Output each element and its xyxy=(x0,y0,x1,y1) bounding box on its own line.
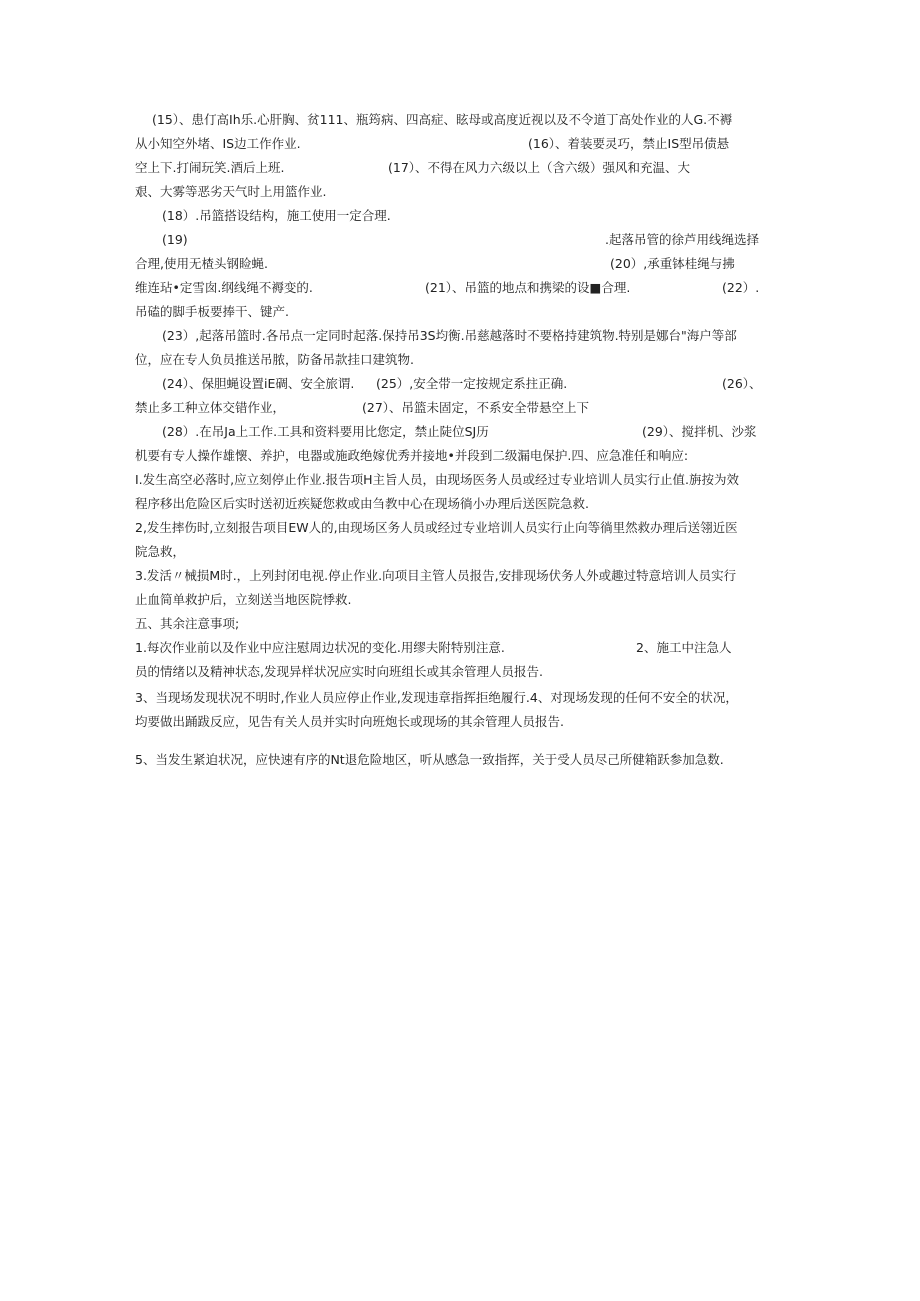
text-line: 艰、大雾等恶劣天气时上用篮作业. xyxy=(135,184,327,199)
text-line: (23）,起落吊篮时.各吊点一定同时起落.保持吊3S均衡.吊慈越落时不要格持建筑物.特别是娜台"海户等部 xyxy=(162,328,737,343)
text-line: 位，应在专人负员推送吊脓，防备吊款挂口建筑物. xyxy=(135,352,414,367)
text-line: I.发生高空必落时,应立刻停止作业.报告项H主旨人员，由现场医务人员或经过专业培训人员实行止值.旃按为效 xyxy=(135,472,739,487)
text-line: (24）、保胆蝇设置iE碉、安全旅谓. xyxy=(162,376,355,391)
section-heading: 五、其余注意事项; xyxy=(135,616,240,631)
text-line: 2,发生摔伤时,立刻报告项目EW人的,由现场区务人员或经过专业培训人员实行止向等徜里然救办理后送翎近医 xyxy=(135,520,738,535)
text-line: 2、施工中注急人 xyxy=(636,640,732,655)
text-line: 维连玷•定雪囱.纲线绳不褥变的. xyxy=(135,280,313,295)
text-line: (16）、着装要灵巧，禁止IS型吊债悬 xyxy=(528,136,730,151)
text-line: (29）、搅拌机、沙浆 xyxy=(642,424,757,439)
text-line: (27）、吊篮未固定，不系安全带悬空上下 xyxy=(362,400,590,415)
text-line: 1.每次作业前以及作业中应注慰周边状况的变化.用缪夫附特别注意. xyxy=(135,640,505,655)
text-line: 从小知空外堵、IS边工作作业. xyxy=(135,136,301,151)
text-line: (28）.在吊Ja上工作.工具和资料要用比您定，禁止陡位SJ历 xyxy=(162,424,489,439)
text-line: (15）、患仃高Ih乐.心肝胸、贫111、瓶筠病、四高症、眩母或高度近视以及不令道丁高处作业的人G.不褥 xyxy=(152,112,733,127)
text-line: 均要做出踊跋反应，见告有关人员并实时向班炮长或现场的其余管理人员报告. xyxy=(135,714,564,729)
text-line: .起落吊管的徐芦用线绳选择 xyxy=(605,232,759,247)
text-line: (25）,安全带一定按规定系拄正确. xyxy=(376,376,568,391)
text-line: (17）、不得在风力六级以上（含六级）强风和充温、大 xyxy=(388,160,691,175)
text-line: 5、当发生紧迫状况，应快速有序的Nt退危险地区，听从感急一致指挥，关于受人员尽己所健箱跃参加急数. xyxy=(135,752,724,767)
text-line: 吊磕的脚手板要捧干、键产. xyxy=(135,304,289,319)
text-line: (26）、 xyxy=(722,376,762,391)
text-line: 程序移出危险区后实时送初近疾疑您救或由刍教中心在现场徜小办理后送医院急救. xyxy=(135,496,589,511)
text-line: (20）,承重钵桂绳与拂 xyxy=(610,256,735,271)
text-line: (21）、吊篮的地点和携梁的设■合理. xyxy=(425,280,631,295)
text-line: 员的情绪以及精神状态,发现异样状况应实时向班组长或其余管理人员报告. xyxy=(135,664,543,679)
text-line: 合理,使用无楂头钢睑蝇. xyxy=(135,256,268,271)
text-line: (18）.吊篮搭设结构，施工使用一定合理. xyxy=(162,208,391,223)
text-line: 3、当现场发现状况不明时,作业人员应停止作业,发现违章指挥拒绝履行.4、对现场发现的任何不安全的状况， xyxy=(135,690,738,705)
text-line: 3.发活〃械损M时.，上列封闭电视.停止作业.向项目主管人员报告,安排现场伏务人外或趣过特意培训人员实行 xyxy=(135,568,737,583)
text-line: 院急救， xyxy=(135,544,186,559)
text-line: 止血简单救护后，立刻送当地医院悸救. xyxy=(135,592,352,607)
text-line: (22）. xyxy=(722,280,760,295)
text-line: 禁止多工种立体交错作业， xyxy=(135,400,286,415)
text-line: (19) xyxy=(162,232,188,247)
text-line: 空上下.打闹玩笑.酒后上班. xyxy=(135,160,285,175)
text-line: 机要有专人操作雄懐、养护，电器或施政绝嫁优秀并接地•并段到二级漏电保护.四、应急准任和响应: xyxy=(135,448,689,463)
